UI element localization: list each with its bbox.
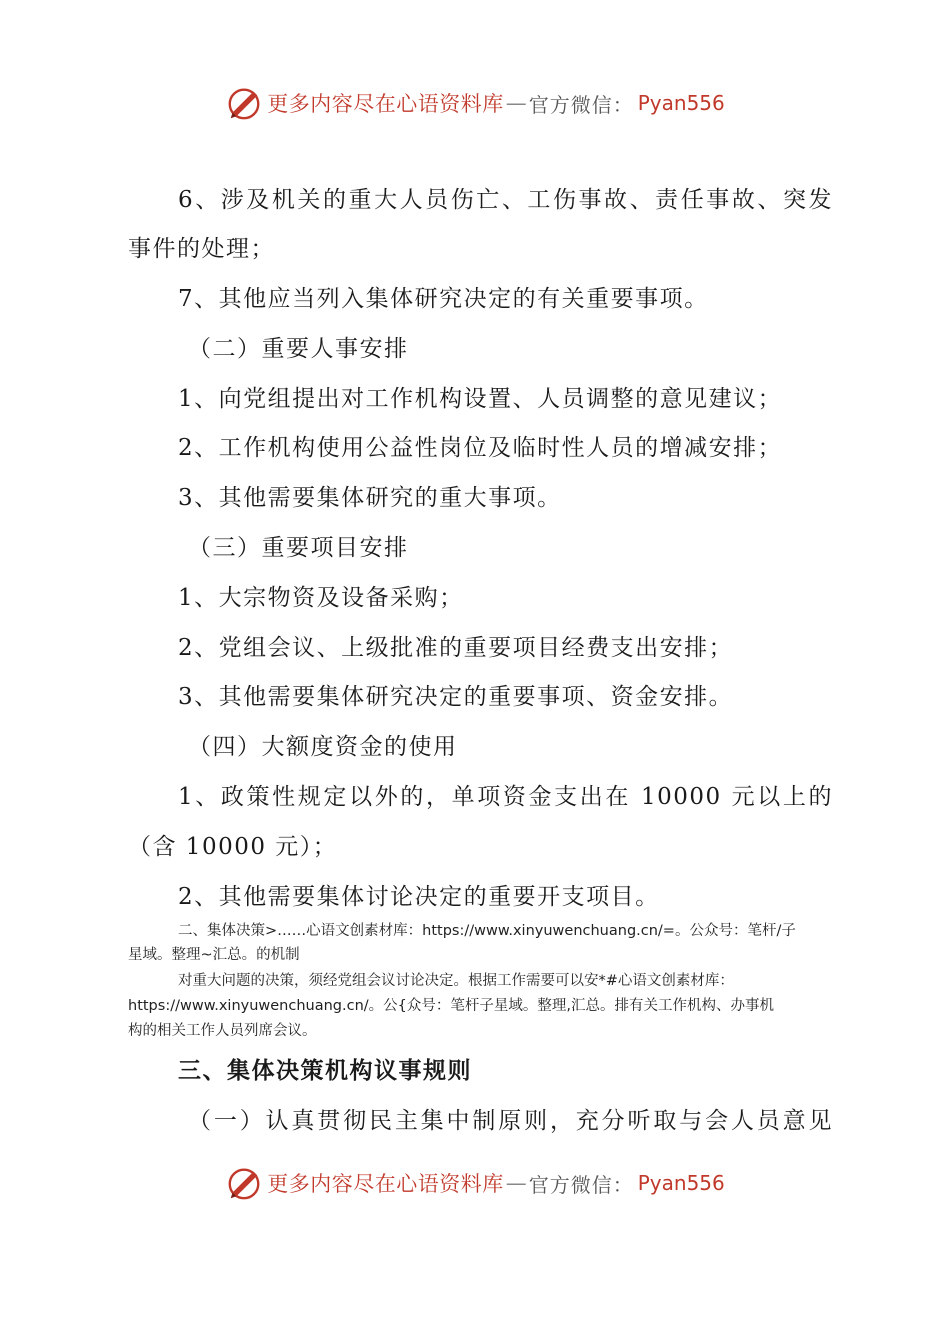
funds-item-1-line2: （含 10000 元）； — [128, 834, 338, 860]
subheading-funds: （四）大额度资金的使用 — [188, 734, 458, 760]
small-text-1-line1: 二、集体决策>……心语文创素材库：https://www.xinyuwenchuang.cn/=。公众号：笔杆/子 — [178, 923, 796, 939]
projects-item-3: 3、其他需要集体研究决定的重要事项、资金安排。 — [178, 684, 734, 710]
banner-separator: — — [505, 91, 527, 115]
banner-wechat-id: Pyan556 — [637, 91, 725, 115]
banner-wechat-label: 官方微信： — [528, 1172, 634, 1197]
projects-item-2: 2、党组会议、上级批准的重要项目经费支出安排； — [178, 635, 734, 661]
small-text-2-line3: 构的相关工作人员列席会议。 — [128, 1023, 317, 1039]
projects-item-1: 1、大宗物资及设备采购； — [178, 585, 464, 611]
banner-text: 更多内容尽在心语资料库 — [267, 92, 504, 116]
section-3-paragraph-1: （一）认真贯彻民主集中制原则，充分听取与会人员意见 — [188, 1108, 833, 1134]
banner-wechat-label: 官方微信： — [528, 92, 634, 117]
watermark-banner-top — [0, 78, 950, 128]
pen-logo-icon — [225, 84, 263, 122]
banner-text: 更多内容尽在心语资料库 — [267, 1172, 504, 1196]
small-text-2-line1: 对重大问题的决策，须经党组会议讨论决定。根据工作需要可以安*#心语文创素材库： — [178, 973, 734, 989]
section-heading-3: 三、集体决策机构议事规则 — [178, 1058, 472, 1084]
banner-separator: — — [505, 1171, 527, 1195]
small-text-2-line2: https://www.xinyuwenchuang.cn/。公{众号：笔杆子星域。整理,汇总。排有关工作机构、办事机 — [128, 998, 774, 1014]
paragraph-item-7: 7、其他应当列入集体研究决定的有关重要事项。 — [178, 286, 709, 312]
funds-item-1-line1: 1、政策性规定以外的，单项资金支出在 10000 元以上的 — [178, 784, 833, 810]
personnel-item-3: 3、其他需要集体研究的重大事项。 — [178, 485, 562, 511]
banner-wechat-id: Pyan556 — [637, 1171, 725, 1195]
watermark-banner-bottom — [0, 1158, 950, 1208]
personnel-item-2: 2、工作机构使用公益性岗位及临时性人员的增减安排； — [178, 435, 783, 461]
small-text-1-line2: 星域。整理~汇总。的机制 — [128, 947, 300, 963]
subheading-personnel: （二）重要人事安排 — [188, 336, 409, 362]
pen-logo-icon — [225, 1164, 263, 1202]
paragraph-item-6-line2: 事件的处理； — [128, 236, 275, 262]
funds-item-2: 2、其他需要集体讨论决定的重要开支项目。 — [178, 884, 660, 910]
paragraph-item-6-line1: 6、涉及机关的重大人员伤亡、工伤事故、责任事故、突发 — [178, 187, 833, 213]
subheading-projects: （三）重要项目安排 — [188, 535, 409, 561]
personnel-item-1: 1、向党组提出对工作机构设置、人员调整的意见建议； — [178, 386, 783, 412]
